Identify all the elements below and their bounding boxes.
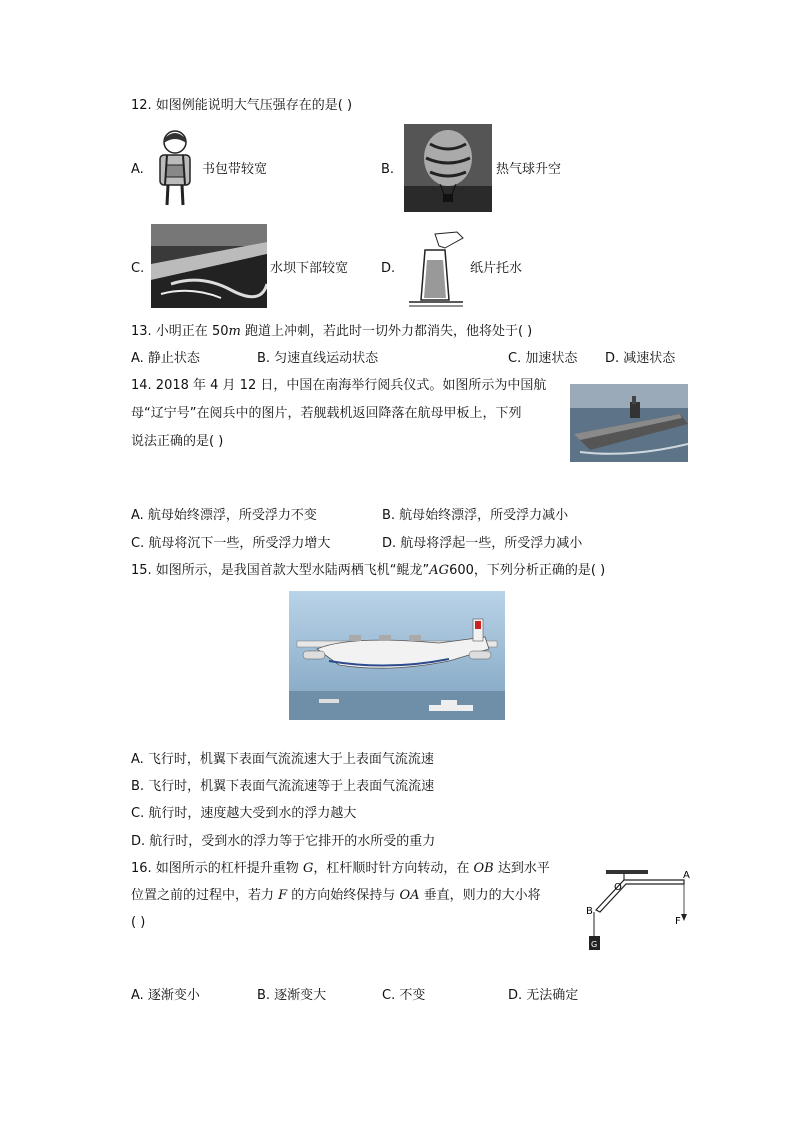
point-a-label: A [683, 870, 690, 881]
q13-stem: 13. 小明正在 50m 跑道上冲刺，若此时一切外力都消失，他将处于( ) [131, 324, 533, 339]
lever-diagram [580, 866, 698, 956]
q16-option-b: B. 逐渐变大 [257, 988, 327, 1003]
force-f-label: F [675, 916, 681, 927]
schoolbag-boy-image [152, 127, 198, 207]
q16-option-c: C. 不变 [382, 988, 426, 1003]
q16-option-a: A. 逐渐变小 [131, 988, 200, 1003]
dam-image [151, 224, 267, 308]
hot-air-balloon-image [404, 124, 492, 212]
q12-stem: 12. 如图例能说明大气压强存在的是( ) [131, 98, 353, 113]
q13-option-a: A. 静止状态 [131, 351, 200, 366]
q16-stem-line3: ( ) [131, 915, 146, 930]
q12-option-d-text: 纸片托水 [470, 261, 523, 276]
q16-stem-line1: 16. 如图所示的杠杆提升重物 G，杠杆顺时针方向转动，在 OB 达到水平 [131, 861, 550, 876]
q14-stem-line2: 母“辽宁号”在阅兵中的图片，若舰载机返回降落在航母甲板上，下列 [131, 406, 522, 421]
q13-option-d: D. 减速状态 [605, 351, 676, 366]
q15-option-b: B. 飞行时，机翼下表面气流流速等于上表面气流流速 [131, 779, 435, 794]
paper-holding-water-image [405, 230, 467, 310]
q12-option-c-text: 水坝下部较宽 [270, 261, 349, 276]
q12-option-c-letter: C. [131, 261, 145, 276]
q16-option-d: D. 无法确定 [508, 988, 579, 1003]
q12-option-a-letter: A. [131, 162, 144, 177]
q15-option-c: C. 航行时，速度越大受到水的浮力越大 [131, 806, 357, 821]
q12-option-d-letter: D. [381, 261, 396, 276]
q13-option-c: C. 加速状态 [508, 351, 578, 366]
q14-option-d: D. 航母将浮起一些，所受浮力减小 [382, 536, 583, 551]
q15-stem: 15. 如图所示，是我国首款大型水陆两栖飞机“鲲龙”AG600，下列分析正确的是( ) [131, 563, 606, 578]
q14-option-a: A. 航母始终漂浮，所受浮力不变 [131, 508, 317, 523]
weight-g-label: G [591, 940, 598, 949]
point-o-label: O [614, 882, 622, 893]
q14-option-c: C. 航母将沉下一些，所受浮力增大 [131, 536, 331, 551]
q12-option-a-text: 书包带较宽 [202, 162, 268, 177]
ag600-seaplane-image [289, 591, 505, 720]
q15-option-a: A. 飞行时，机翼下表面气流流速大于上表面气流流速 [131, 752, 434, 767]
lever-support-bar [606, 870, 648, 874]
q15-option-d: D. 航行时，受到水的浮力等于它排开的水所受的重力 [131, 834, 436, 849]
q12-option-b-text: 热气球升空 [496, 162, 562, 177]
lever-arm [596, 880, 684, 912]
q13-option-b: B. 匀速直线运动状态 [257, 351, 379, 366]
q14-stem-line3: 说法正确的是( ) [131, 434, 224, 449]
q12-option-b-letter: B. [381, 162, 395, 177]
point-b-label: B [586, 906, 593, 917]
aircraft-carrier-image [570, 384, 688, 462]
force-arrow-head [681, 914, 687, 921]
q16-stem-line2: 位置之前的过程中，若力 F 的方向始终保持与 OA 垂直，则力的大小将 [131, 888, 541, 903]
q14-stem-line1: 14. 2018 年 4 月 12 日，中国在南海举行阅兵仪式。如图所示为中国航 [131, 378, 547, 393]
q14-option-b: B. 航母始终漂浮，所受浮力减小 [382, 508, 569, 523]
